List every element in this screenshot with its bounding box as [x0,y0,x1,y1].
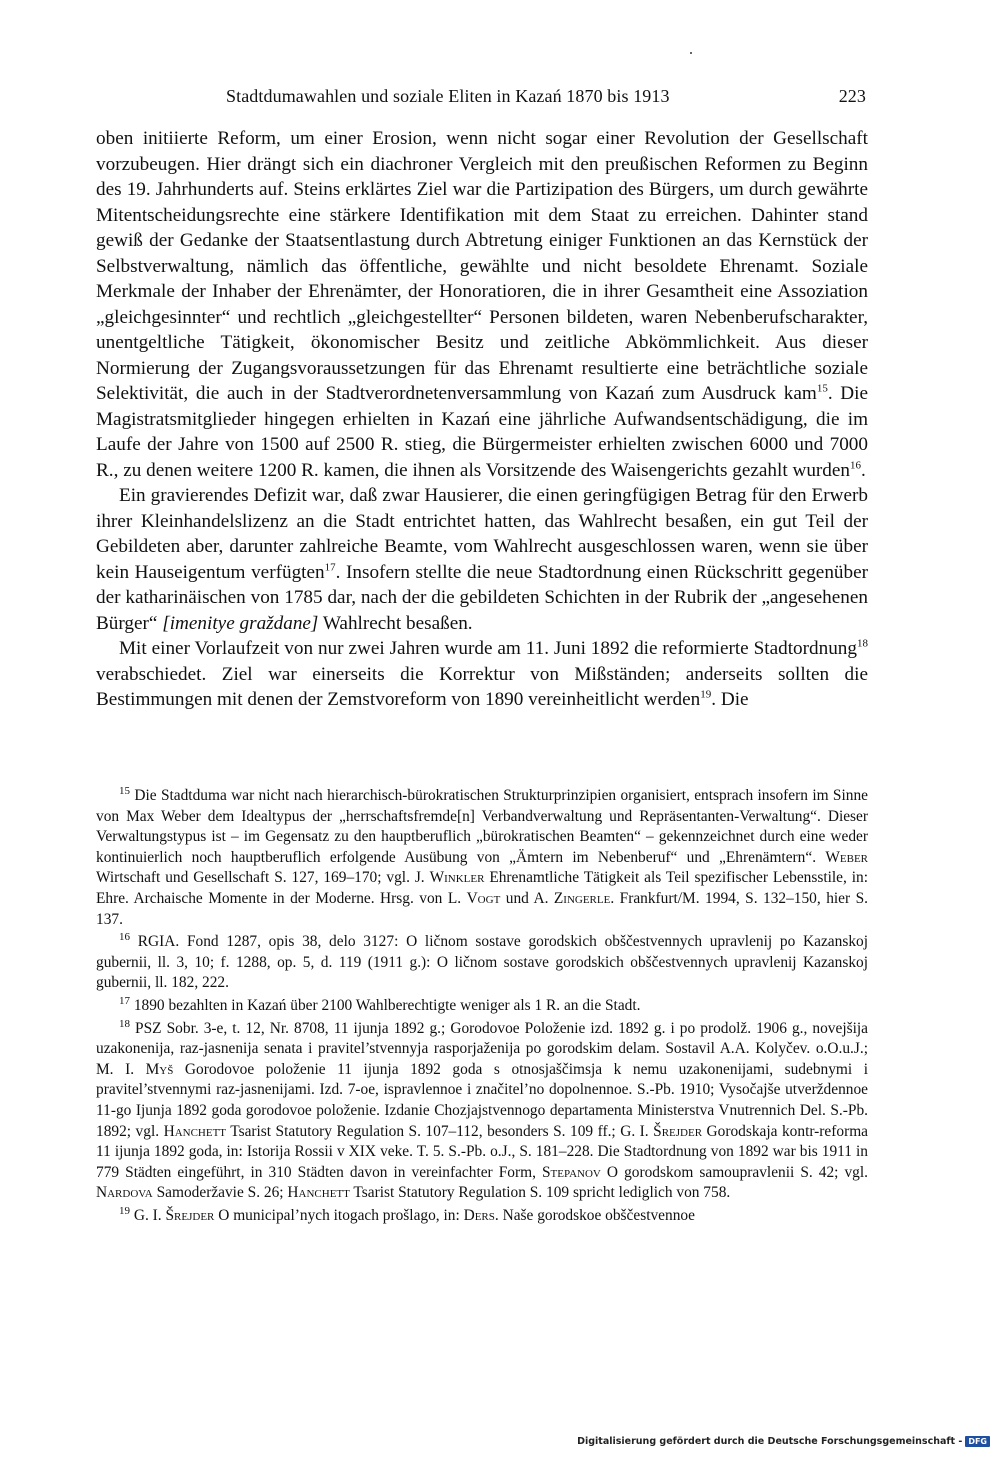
author-name: Ders. [463,1206,499,1224]
author-name: Weber [825,848,868,866]
running-title: Stadtdumawahlen und soziale Eliten in Kazań 1870 bis 1913 [226,86,670,106]
text-run: . Die [711,689,749,710]
text-run: Gorodovoe položenie 11 ijunja 1892 goda s otnosjaščimsja k nemu uzakonenijami, sudebnymi i pravitel’stvennymi raz-jasnenijami. Izd. 7-oe, ispravlennoe i značitel’no dopolnennoe. S.-Pb. 1910; Vysočajše utverždennoe 11-go Ijunja 1892 goda gorodovoe položenie. Izdanie Chozjajstvennogo departamenta Ministerstva Vnutrennich Del. S.-Pb. 1892; vgl. [96,1060,868,1140]
text-run: RGIA. Fond 1287, opis 38, delo 3127: O ličnom sostave gorodskich obščestvennych upravlenij po Kazanskoj gubernii, ll. 3, 10; f. 1288, op. 5, d. 119 (1911 g.): O ličnom sostave gorodskich obščestvennych upravlenij Kazanskoj gubernii, ll. 182, 222. [96,933,868,992]
text-run: Naše gorodskoe obščestvennoe [498,1206,695,1224]
text-run: Ein gravierendes Defizit war, daß zwar Hausierer, die einen geringfügigen Betrag für den Erwerb ihrer Kleinhandelslizenz an die Stadt entrichtet hatten, das Wahlrecht besaßen, ein gut Teil der Gebildeten aber, darunter zahlreiche Beamte, vom Wahlrecht ausgeschlossen waren, wenn sie über kein Hauseigentum verfügten [96,485,868,583]
footnote-ref-15: 15 [816,382,828,395]
text-run: Die Stadtduma war nicht nach hierarchisch-bürokratischen Strukturprinzipien organisiert, entsprach insofern im Sinne von Max Weber dem Idealtypus der „herrschaftsfremde[n] Verbandverwaltung und Repräsentanten-Verwaltung“. Dieser Verwaltungstypus ist – im Gegensatz zu den hauptberuflich „bürokratischen Beamten“ – gekennzeichnet durch eine weder kontinuierlich noch hauptberuflich erfolgende Ausübung von „Ämtern im Nebenberuf“ und „Ehrenämtern“. [96,787,868,866]
author-name: Vogt [466,889,501,907]
text-run: Tsarist Statutory Regulation S. 109 spricht lediglich von 758. [349,1184,731,1202]
footnote-18 [96,1019,868,1204]
text-run: Ehrenamtliche Tätigkeit als Teil spezifischer Lebensstile, in: Ehre. Archaische Momente in der Moderne. Hrsg. von L. [96,869,868,907]
credit-text: Digitalisierung gefördert durch die Deutsche Forschungsgemeinschaft - [577,1436,963,1447]
footnote-number: 17 [119,994,130,1007]
text-run: . [861,459,866,481]
author-name: Winkler [429,869,485,887]
text-run: PSZ Sobr. 3-e, t. 12, Nr. 8708, 11 ijunja 1892 g.; Gorodovoe Položenie izd. 1892 g. i po prodolž. 1906 g., novejšija uzakonenija, raz-jasnenija senata i pravitel’stvennyja rasporjaženija po gorodskim delam. Sostavil A.A. Kolyčev. o.O.u.J.; M. I. [96,1019,868,1078]
text-run: Mit einer Vorlaufzeit von nur zwei Jahren wurde am 11. Juni 1892 die reformierte Stadtordnung [119,638,857,659]
footnote-17 [96,996,868,1017]
text-run: Wahlrecht besaßen. [318,612,473,634]
author-name: Zingerle [553,889,611,907]
footnote-number: 19 [119,1204,130,1217]
footnote-ref-17: 17 [324,561,336,574]
text-run: verabschiedet. Ziel war einerseits die Korrektur von Mißständen; anderseits sollten die Bestimmungen mit denen der Zemstvoreform von 1890 vereinheitlicht werden [96,663,868,710]
text-run: oben initiierte Reform, um einer Erosion, wenn nicht sogar einer Revolution der Gesellschaft vorzubeugen. Hier drängt sich ein diachroner Vergleich mit den preußischen Reformen zu Beginn des 19. Jahrhunderts auf. Steins erklärtes Ziel war die Partizipation des Bürgers, um durch gewährte Mitentscheidungsrechte eine stärkere Identifikation mit dem Staat zu erreichen. Dahinter stand gewiß der Gedanke der Staatsentlastung durch Abtretung einiger Funktionen an das Kernstück der Selbstverwaltung, nämlich das öffentliche, gewählte und nicht besoldete Ehrenamt. Soziale Merkmale der Inhaber der Ehrenämter, der Honoratioren, die in ihrer Gesamtheit eine Assoziation „gleichgesinnter“ und rechtlich „gleichgestellter“ Personen bildeten, waren Nebenberufscharakter, unentgeltliche Tätigkeit, ökonomischer Besitz und zeitliche Abkömmlichkeit. Aus dieser Normierung der Zugangsvoraussetzungen für das Ehrenamt resultierte eine beträchtliche soziale Selektivität, die auch in der Stadtverordnetenversammlung von Kazań zum Ausdruck kam [96,128,868,404]
footnote-number: 18 [119,1017,130,1030]
paragraph-2 [96,483,868,636]
main-text [96,126,868,713]
text-run: und A. [500,889,554,907]
author-name: Šrejder [165,1206,215,1224]
page-header [226,86,866,110]
footnote-19 [96,1206,868,1227]
text-run: O municipal’nych itogach prošlago, in: [214,1206,464,1224]
footnote-number: 15 [119,784,130,797]
footnote-ref-19: 19 [700,688,712,701]
author-name: Stepanov [541,1163,601,1181]
paragraph-3 [96,636,868,713]
text-run: . Insofern stellte die neue Stadtordnung einen Rückschritt gegenüber der katharinäischen von 1785 dar, nach der die gebildeten Schichten in der Rubrik der „angesehenen Bürger“ [96,561,869,634]
text-run: G. I. [130,1206,166,1224]
text-run: Samoderžavie S. 26; [152,1184,288,1202]
digitization-credit [577,1436,990,1447]
text-run: Wirtschaft und Gesellschaft S. 127, 169–170; vgl. J. [96,869,430,887]
text-run: . Die Magistratsmitglieder hingegen erhielten in Kazań eine jährliche Aufwandsentschädigung, die im Laufe der Jahre von 1500 auf 2500 R. stieg, die Bürgermeister erhielten zwischen 6000 und 7000 R., zu denen weitere 1200 R. kamen, die ihnen als Vorsitzende des Waisengerichts gezahlt wurden [96,383,868,481]
footnote-ref-18: 18 [857,637,868,650]
footnote-15 [96,786,868,930]
text-run: Gorodskaja kontr-reforma 11 ijunja 1892 goda, in: Istorija Rossii v XIX veke. T. 5. S.-Pb. o.J., S. 181–228. Die Stadtordnung von 1892 war bis 1911 in 779 Städten eingeführt, in 310 Städten davon in vereinfachter Form, [96,1122,869,1181]
text-run: Tsarist Statutory Regulation S. 107–112, besonders S. 109 ff.; G. I. [226,1122,654,1140]
page-number: 223 [838,86,866,106]
dfg-logo: DFG [965,1436,990,1447]
text-run: O gorodskom samoupravlenii S. 42; vgl. [600,1163,868,1181]
scan-speck [690,52,692,54]
author-name: Hanchett [163,1122,227,1140]
author-name: Šrejder [653,1122,703,1140]
footnote-16 [96,932,868,994]
author-name: Hanchett [287,1184,350,1202]
footnote-number: 16 [119,931,130,944]
paragraph-1 [96,126,868,483]
text-run: . Frankfurt/M. 1994, S. 132–150, hier S. 137. [96,889,868,928]
text-run: 1890 bezahlten in Kazań über 2100 Wahlberechtigte weniger als 1 R. an die Stadt. [130,996,641,1014]
footnotes [96,786,868,1228]
author-name: Myš [145,1060,174,1078]
italic-term: [imenitye graždane] [162,612,319,634]
footnote-ref-16: 16 [850,459,862,472]
author-name: Nardova [96,1184,153,1202]
